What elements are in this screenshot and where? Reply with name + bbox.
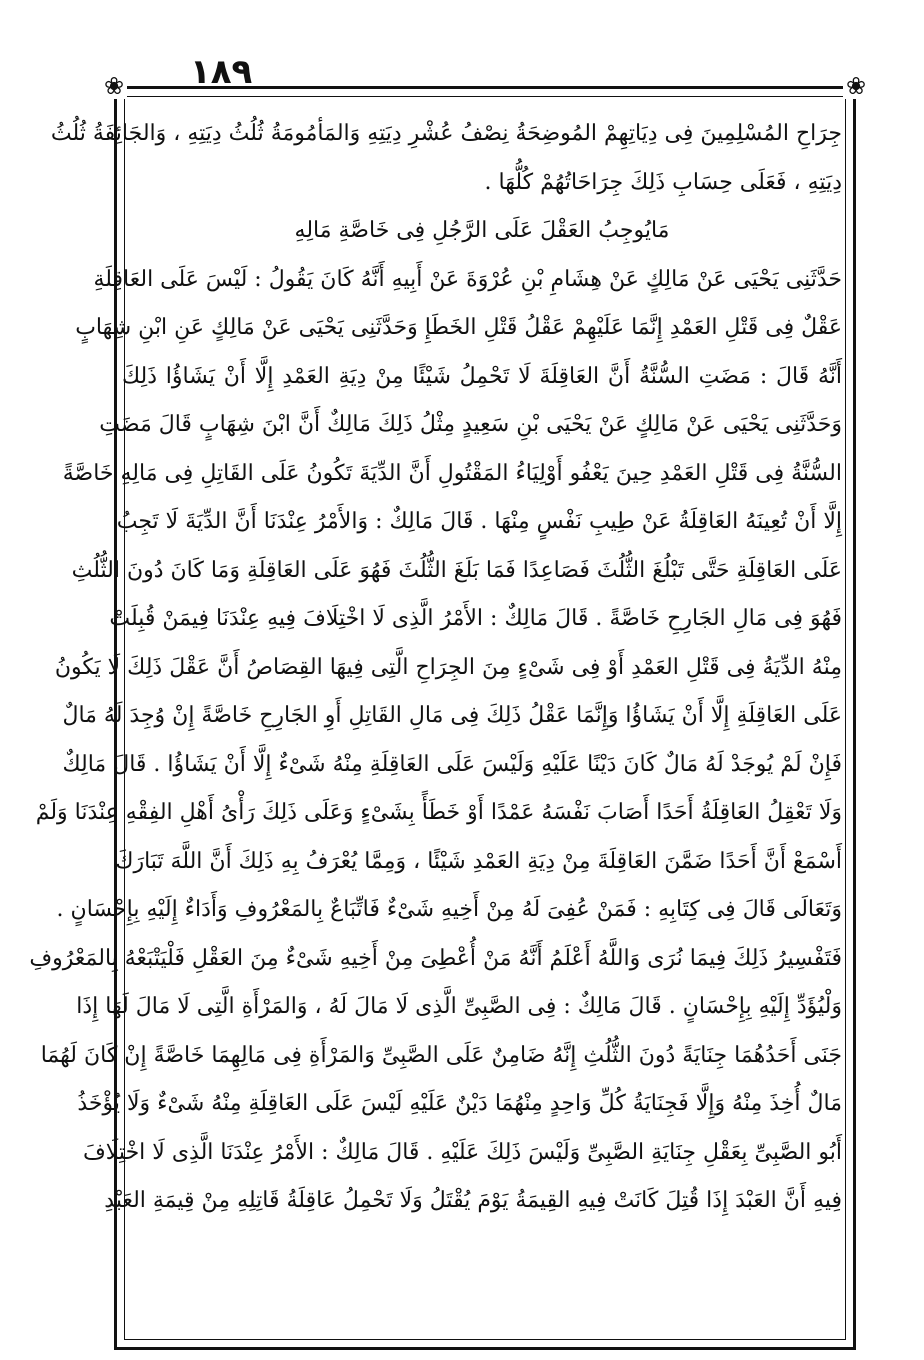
- text-line: وَحَدَّثَنِى يَحْيَى عَنْ مَالِكٍ عَنْ يَحْيَى بْنِ سَعِيدٍ مِثْلُ ذَلِكَ مَالِكٌ أَنَّ ابْنَ شِهَابٍ قَالَ مَضَتِ: [99, 412, 842, 437]
- text-line: فِيهِ أَنَّ العَبْدَ إِذَا قُتِلَ كَانَتْ فِيهِ القِيمَةُ يَوْمَ يُقْتَلُ وَلَا تَحْمِلُ عَاقِلَةُ قَاتِلِهِ مِنْ قِيمَةِ العَبْدِ: [104, 1188, 842, 1213]
- text-line: أَنَّهُ قَالَ : مَضَتِ السُّنَّةُ أَنَّ العَاقِلَةَ لَا تَحْمِلُ شَيْئًا مِنْ دِيَةِ العَمْدِ إِلَّا أَنْ يَشَاؤُا ذَلِكَ: [122, 363, 842, 389]
- text-body: [29, 110, 842, 1226]
- text-line: وَلْيُؤَدِّ إِلَيْهِ بِإِحْسَانٍ . قَالَ مَالِكٌ : فِى الصَّبِىِّ الَّذِى لَا مَالَ لَهُ ، وَالمَرْأَةِ الَّتِى لَا مَالَ لَهَا إِذَا: [76, 994, 842, 1019]
- text-line: عَلَى العَاقِلَةِ إِلَّا أَنْ يَشَاؤُا وَإِنَّمَا عَقْلُ ذَلِكَ فِى مَالِ القَاتِلِ أَوِ الجَارِحِ خَاصَّةً إِنْ وُجِدَ لَهُ مَالٌ: [62, 703, 842, 728]
- text-line: فَتَفْسِيرُ ذَلِكَ فِيمَا نُرَى وَاللَّهُ أَعْلَمُ أَنَّهُ مَنْ أُعْطِىَ مِنْ أَخِيهِ شَىْءٌ مِنَ العَقْلِ فَلْيَتْبَعْهُ بِالمَعْرُوفِ: [29, 945, 842, 971]
- text-line: أَبُو الصَّبِىِّ بِعَقْلِ جِنَايَةِ الصَّبِىِّ وَلَيْسَ ذَلِكَ عَلَيْهِ . قَالَ مَالِكٌ : الأَمْرُ عِنْدَنَا الَّذِى لَا اخْتِلَافَ: [83, 1139, 842, 1165]
- text-line: فَإِنْ لَمْ يُوجَدْ لَهُ مَالٌ كَانَ دَيْنًا عَلَيْهِ وَلَيْسَ عَلَى العَاقِلَةِ مِنْهُ شَىْءٌ إِلَّا أَنْ يَشَاؤُا . قَالَ مَالِكٌ: [62, 751, 842, 777]
- corner-ornament-icon: ❀: [101, 73, 127, 99]
- text-line: دِيَتِهِ ، فَعَلَى حِسَابِ ذَلِكَ جِرَاحَاتُهُمْ كُلُّهَا .: [484, 169, 842, 195]
- text-line: السُّنَّةُ فِى قَتْلِ العَمْدِ حِينَ يَعْفُو أَوْلِيَاءُ المَقْتُولِ أَنَّ الدِّيَةَ تَكُونُ عَلَى القَاتِلِ فِى مَالِهِ خَاصَّةً: [62, 460, 842, 486]
- text-line: مَالٌ أُخِذَ مِنْهُ وَإِلَّا فَجِنَايَةُ كُلِّ وَاحِدٍ مِنْهُمَا دَيْنٌ عَلَيْهِ لَيْسَ عَلَى العَاقِلَةِ مِنْهُ شَىْءٌ وَلَا يُؤْخَذُ: [77, 1091, 842, 1116]
- text-line: عَقْلٌ فِى قَتْلِ العَمْدِ إِنَّمَا عَلَيْهِمْ عَقْلُ قَتْلِ الخَطَإِ وَحَدَّثَنِى يَحْيَى عَنْ مَالِكٍ عَنِ ابْنِ شِهَابٍ: [75, 315, 842, 340]
- section-heading: مَايُوجِبُ العَقْلَ عَلَى الرَّجُلِ فِى خَاصَّةِ مَالِهِ: [294, 218, 670, 243]
- text-line: وَتَعَالَى قَالَ فِى كِتَابِهِ : فَمَنْ عُفِىَ لَهُ مِنْ أَخِيهِ شَىْءٌ فَاتِّبَاعٌ بِالمَعْرُوفِ وَأَدَاءٌ إِلَيْهِ بِإِحْسَانٍ .: [56, 897, 842, 922]
- text-line: وَلَا تَعْقِلُ العَاقِلَةُ أَحَدًا أَصَابَ نَفْسَهُ عَمْدًا أَوْ خَطَأً بِشَىْءٍ وَعَلَى ذَلِكَ رَأْىُ أَهْلِ الفِقْهِ عِنْدَنَا وَلَمْ: [35, 800, 842, 825]
- text-line: إِلَّا أَنْ تُعِينَهُ العَاقِلَةُ عَنْ طِيبِ نَفْسٍ مِنْهَا . قَالَ مَالِكٌ : وَالأَمْرُ عِنْدَنَا أَنَّ الدِّيَةَ لَا تَجِبُ: [116, 509, 842, 534]
- text-line: جَنَى أَحَدُهُمَا جِنَايَةً دُونَ الثُّلُثِ إِنَّهُ ضَامِنٌ عَلَى الصَّبِىِّ وَالمَرْأَةِ فِى مَالِهِمَا خَاصَّةً إِنْ كَانَ لَهُمَا: [40, 1042, 842, 1068]
- text-line: حَدَّثَنِى يَحْيَى عَنْ مَالِكٍ عَنْ هِشَامِ بْنِ عُرْوَةَ عَنْ أَبِيهِ أَنَّهُ كَانَ يَقُولُ : لَيْسَ عَلَى العَاقِلَةِ: [93, 266, 842, 292]
- text-line: عَلَى العَاقِلَةِ حَتَّى تَبْلُغَ الثُّلُثَ فَصَاعِدًا فَمَا بَلَغَ الثُّلُثَ فَهُوَ عَلَى العَاقِلَةِ وَمَا كَانَ دُونَ الثُّلُثِ: [71, 557, 842, 583]
- corner-ornament-icon: ❀: [843, 73, 869, 99]
- text-line: أَسْمَعْ أَنَّ أَحَدًا ضَمَّنَ العَاقِلَةَ مِنْ دِيَةِ العَمْدِ شَيْئًا ، وَمِمَّا يُعْرَفُ بِهِ ذَلِكَ أَنَّ اللَّهَ تَبَارَكَ: [115, 848, 842, 874]
- text-line: فَهُوَ فِى مَالِ الجَارِحِ خَاصَّةً . قَالَ مَالِكٌ : الأَمْرُ الَّذِى لَا اخْتِلَافَ فِيهِ عِنْدَنَا فِيمَنْ قُبِلَتْ: [109, 606, 842, 631]
- page-number: ١٨٩: [190, 52, 253, 92]
- text-line: جِرَاحِ المُسْلِمِينَ فِى دِيَاتِهِمْ المُوضِحَةُ نِصْفُ عُشْرِ دِيَتِهِ وَالمَأمُومَةُ ثُلُثُ دِيَتِهِ ، وَالجَائِفَةُ ثُلُثُ: [50, 121, 842, 146]
- text-line: مِنْهُ الدِّيَةُ فِى قَتْلِ العَمْدِ أَوْ فِى شَىْءٍ مِنَ الجِرَاحِ الَّتِى فِيهَا القِصَاصُ أَنَّ عَقْلَ ذَلِكَ لَا يَكُونُ: [54, 654, 842, 680]
